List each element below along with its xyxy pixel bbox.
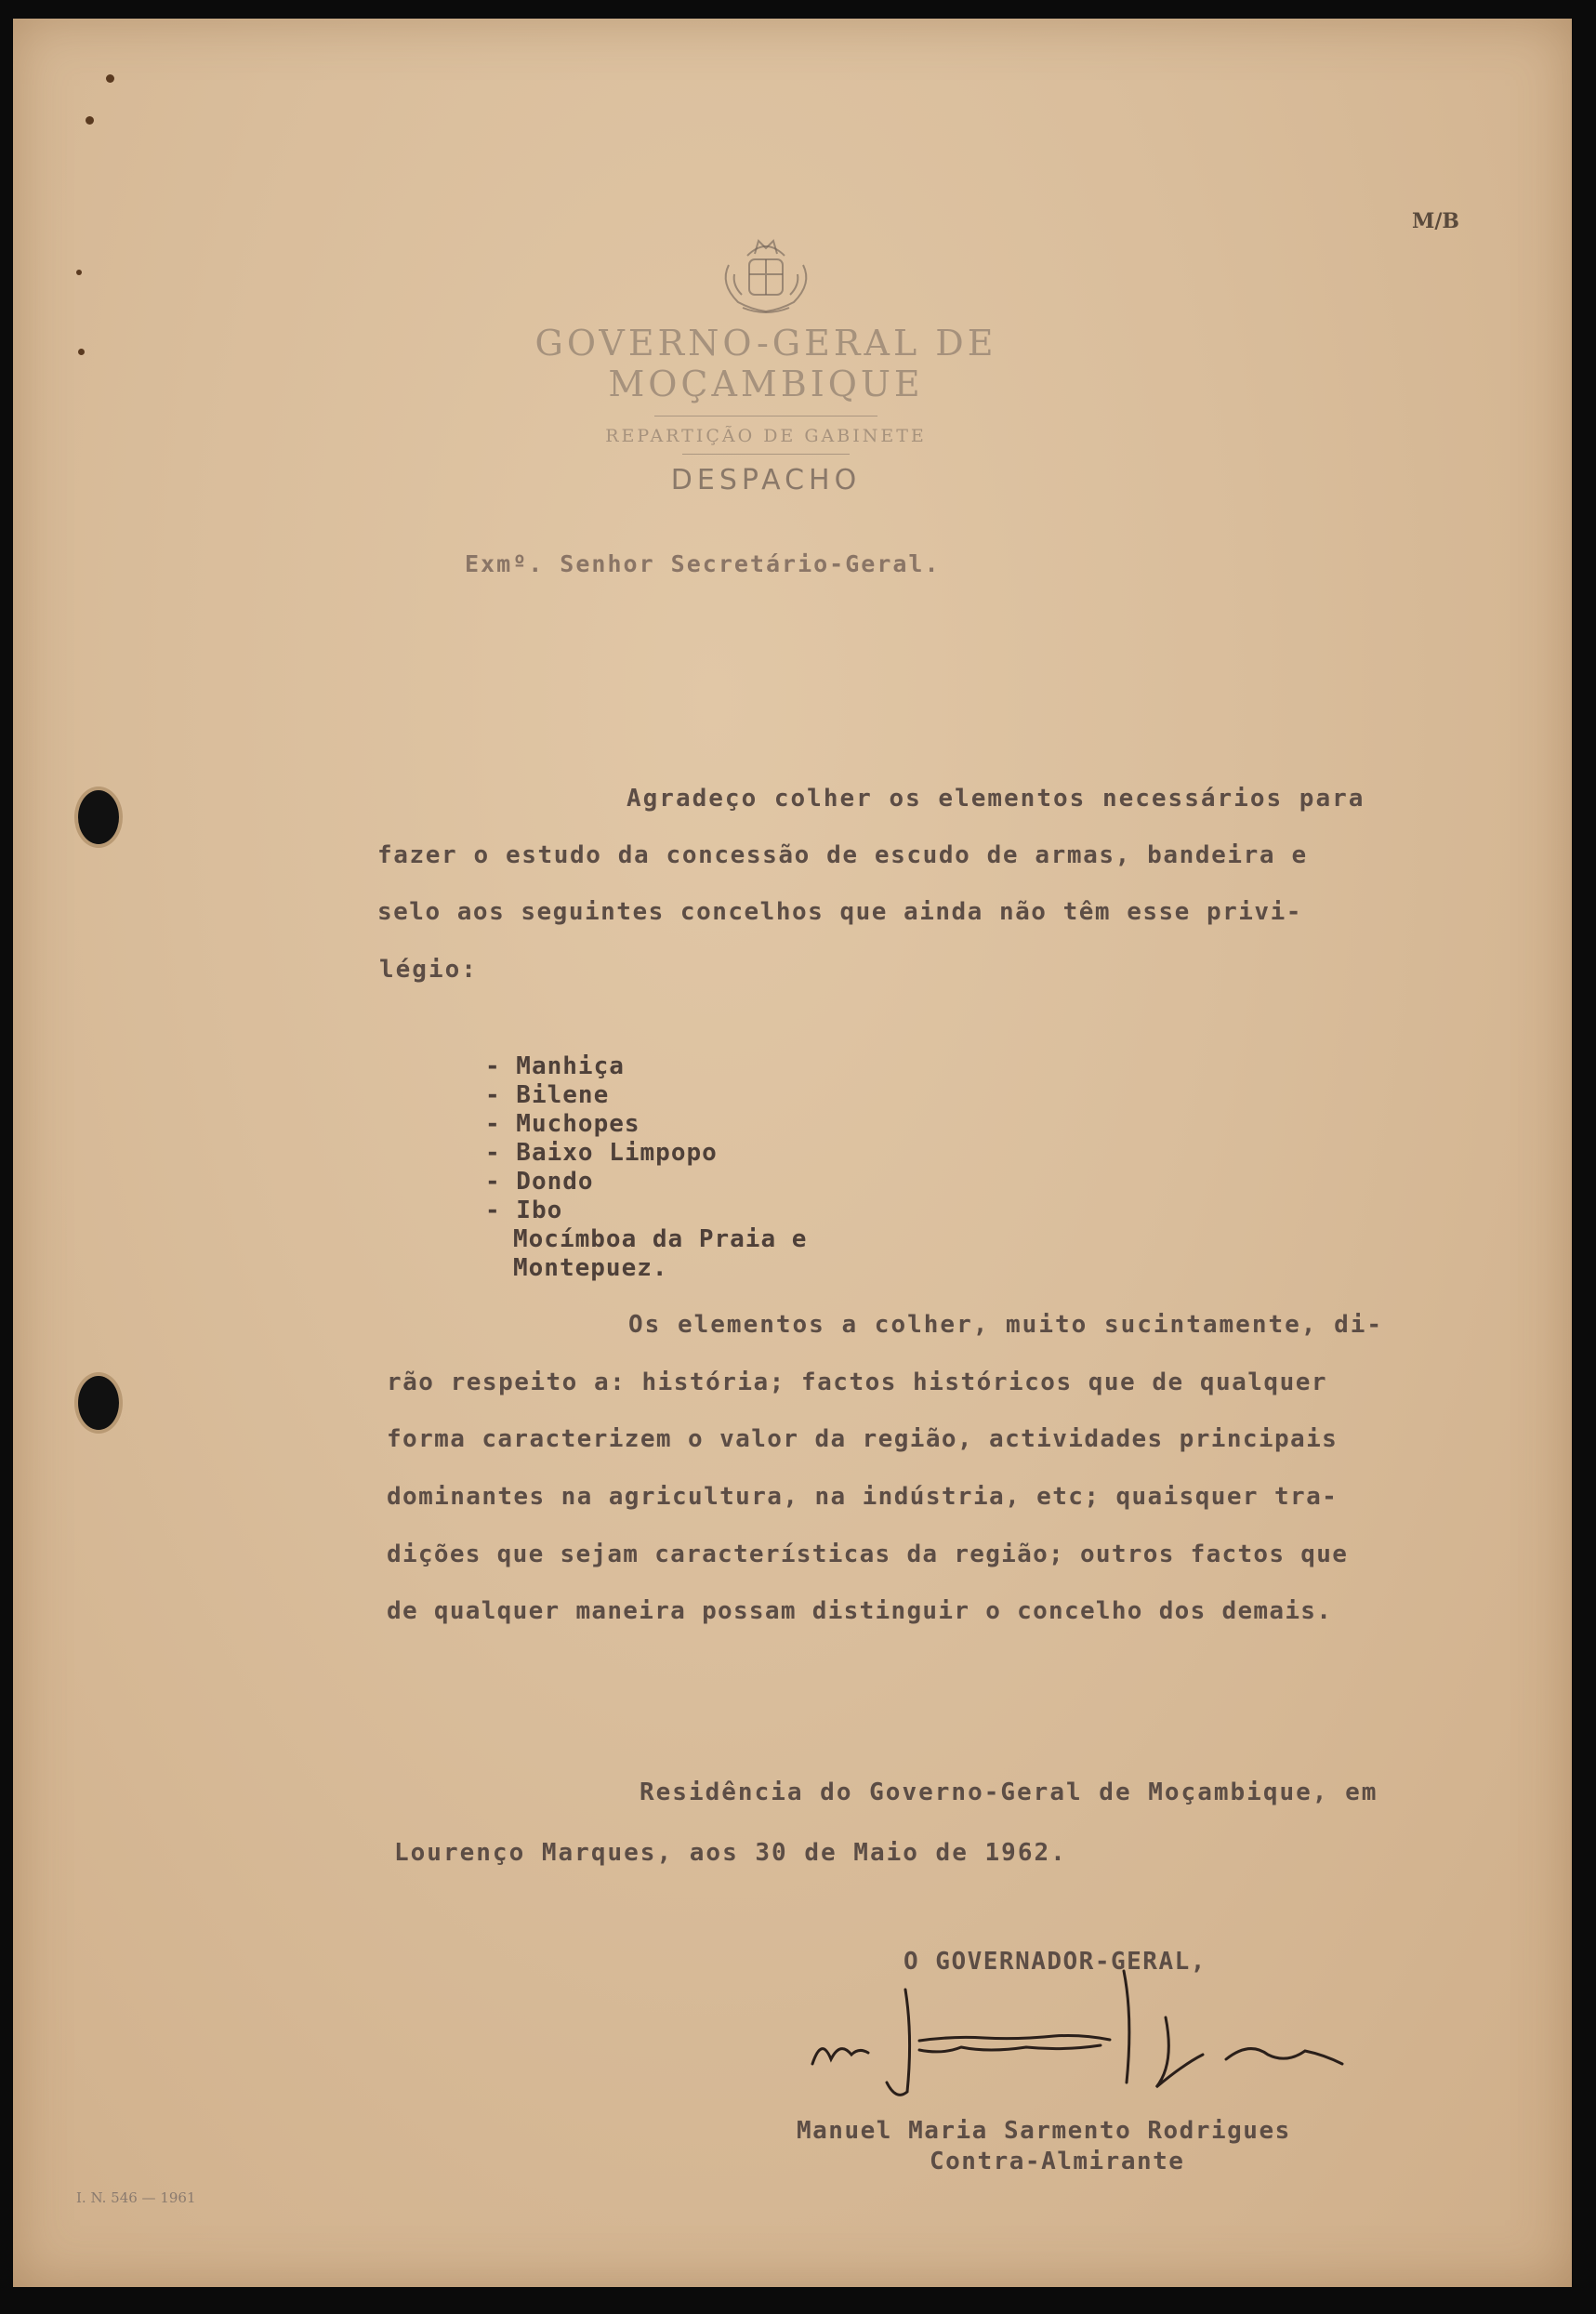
paragraph-1-line: selo aos seguintes concelhos que ainda não têm esse privi- [377, 898, 1302, 926]
letterhead [403, 228, 1128, 496]
stain-speck [78, 349, 85, 355]
paragraph-2-line: forma caracterizem o valor da região, actividades principais [387, 1425, 1339, 1453]
paragraph-2-line: Os elementos a colher, muito sucintamente, di- [628, 1311, 1384, 1339]
stain-speck [86, 116, 94, 125]
municipality-item: - Dondo [485, 1168, 594, 1196]
signatory-name: Manuel Maria Sarmento Rodrigues [797, 2117, 1291, 2145]
paragraph-1-line: légio: [379, 956, 478, 984]
municipality-item: Montepuez. [513, 1254, 668, 1282]
signatory-title: O GOVERNADOR-GERAL, [904, 1948, 1207, 1976]
municipality-item: - Ibo [485, 1197, 563, 1224]
paragraph-1-line: fazer o estudo da concessão de escudo de armas, bandeira e [377, 841, 1308, 869]
letterhead-divider [682, 454, 850, 455]
letterhead-divider [654, 416, 877, 417]
reference-code: M/B [1412, 209, 1459, 233]
municipality-item: - Muchopes [485, 1110, 640, 1138]
municipality-item: - Bilene [485, 1081, 610, 1109]
closing-line: Residência do Governo-Geral de Moçambique, em [640, 1778, 1378, 1806]
coat-of-arms-emblem [710, 228, 822, 317]
form-code: I. N. 546 — 1961 [76, 2189, 196, 2206]
paragraph-1-line: Agradeço colher os elementos necessários para [627, 785, 1365, 813]
handwritten-signature [803, 1962, 1491, 2110]
municipality-item: - Manhiça [485, 1052, 625, 1080]
letterhead-government: GOVERNO-GERAL DE MOÇAMBIQUE [534, 323, 997, 404]
municipality-item: - Baixo Limpopo [485, 1139, 718, 1167]
paragraph-2-line: de qualquer maneira possam distinguir o concelho dos demais. [387, 1597, 1333, 1625]
salutation: Exmº. Senhor Secretário-Geral. [465, 550, 941, 577]
punch-hole-bottom [78, 1376, 119, 1430]
paragraph-2-line: dominantes na agricultura, na indústria, etc; quaisquer tra- [387, 1483, 1339, 1511]
letterhead-department: REPARTIÇÃO DE GABINETE [605, 426, 927, 446]
signatory-rank: Contra-Almirante [930, 2148, 1185, 2175]
stain-speck [76, 270, 82, 275]
municipality-item: Mocímboa da Praia e [513, 1225, 808, 1253]
closing-line: Lourenço Marques, aos 30 de Maio de 1962. [394, 1839, 1067, 1867]
paragraph-2-line: dições que sejam características da região; outros factos que [387, 1540, 1349, 1568]
document-page [13, 19, 1572, 2287]
punch-hole-top [78, 790, 119, 844]
stain-speck [106, 74, 114, 83]
paragraph-2-line: rão respeito a: história; factos históricos que de qualquer [387, 1369, 1328, 1396]
document-type: DESPACHO [670, 464, 862, 496]
